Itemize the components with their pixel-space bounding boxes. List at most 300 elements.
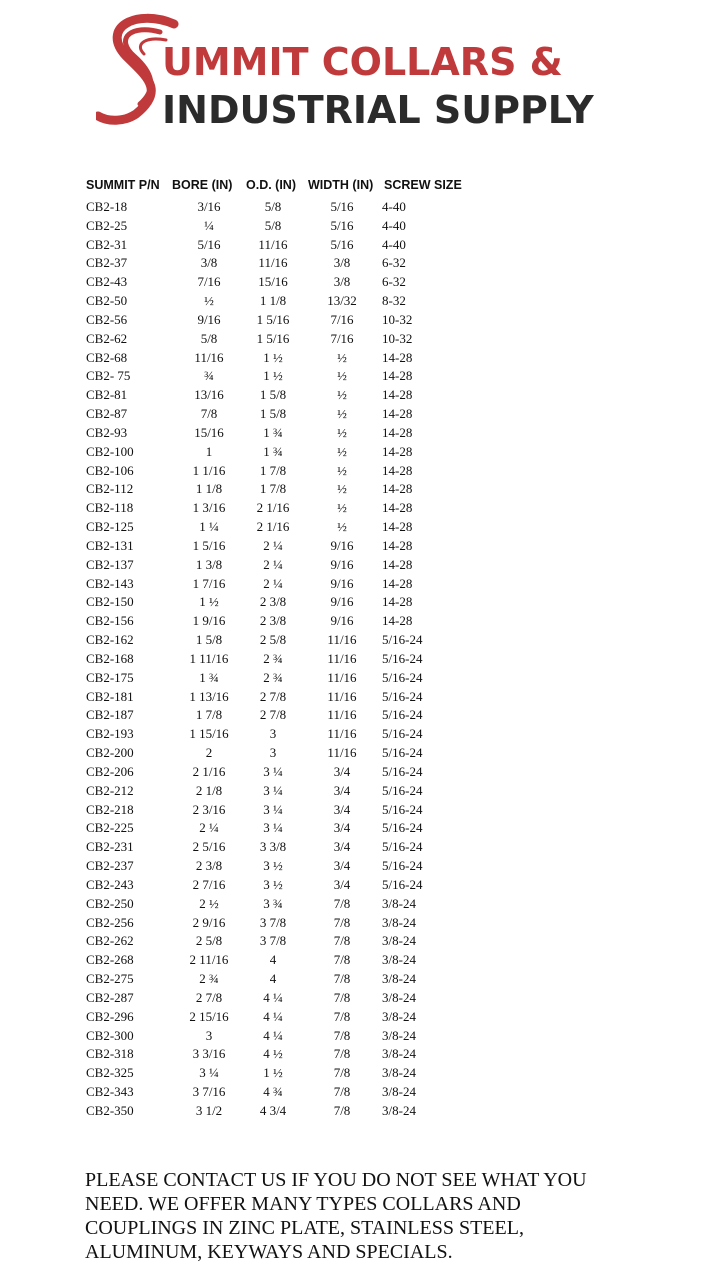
cell-width: ½ [337,368,347,384]
cell-screw-size: 4-40 [382,199,406,214]
cell-width: 7/8 [333,933,351,949]
cell-bore: 3 7/16 [192,1084,226,1099]
cell-screw-size: 3/8-24 [382,952,416,968]
cell-bore: 1 3/8 [195,556,223,572]
cell-width: 11/16 [327,745,357,761]
table-row [86,744,606,763]
cell-part-number: CB2-81 [86,387,128,403]
cell-width: 7/8 [333,971,351,987]
cell-bore: 1 11/16 [189,650,229,666]
table-row [86,518,606,537]
cell-od: 1 ½ [263,1065,283,1081]
cell-od: 3 ¼ [263,820,283,836]
cell-width: 7/8 [333,895,351,911]
table-row [86,537,606,556]
cell-bore: 1 1/16 [192,462,226,478]
table-row [86,1027,606,1046]
table-row [86,725,606,744]
cell-od: 1 7/8 [259,481,287,497]
cell-od: 2 1/16 [256,519,290,535]
cell-bore: 1 ¼ [199,519,219,535]
table-row [86,631,606,650]
cell-part-number: CB2-296 [86,1008,134,1024]
cell-screw-size: 3/8-24 [382,1008,416,1024]
cell-width: ½ [337,519,347,535]
cell-od: 4 ½ [263,1046,283,1062]
cell-part-number: CB2-68 [86,349,128,365]
cell-part-number: CB2-62 [86,330,128,346]
brand-line-2: INDUSTRIAL SUPPLY [162,88,594,132]
cell-width: ½ [337,443,347,459]
cell-width: 3/4 [333,763,351,779]
cell-bore: 2 ¾ [199,971,219,987]
cell-width: 7/8 [333,1102,351,1118]
cell-screw-size: 5/16-24 [382,801,423,817]
table-row [86,1102,606,1121]
cell-bore: 1 ¾ [199,669,219,685]
cell-screw-size: 5/16-24 [382,726,423,742]
cell-bore: 3/8 [200,255,218,271]
cell-part-number: CB2-237 [86,858,134,874]
cell-width: 3/8 [333,274,351,290]
note-line: PLEASE CONTACT US IF YOU DO NOT SEE WHAT YOU [85,1169,587,1191]
cell-part-number: CB2-131 [86,537,134,553]
cell-part-number: CB2-93 [86,424,128,440]
cell-width: 13/32 [327,293,357,309]
cell-screw-size: 3/8-24 [382,989,416,1005]
cell-bore: 2 9/16 [192,914,226,930]
cell-bore: 2 5/16 [192,839,226,855]
header-bore: BORE (IN) [172,178,233,192]
cell-part-number: CB2-212 [86,782,134,798]
cell-part-number: CB2-137 [86,556,134,572]
cell-bore: 5/8 [200,330,218,346]
cell-screw-size: 6-32 [382,274,406,290]
header-od: O.D. (IN) [246,178,296,192]
table-row [86,254,606,273]
cell-screw-size: 14-28 [382,368,413,384]
table-row [86,951,606,970]
cell-bore: 1 7/8 [195,707,223,723]
cell-part-number: CB2-206 [86,763,134,779]
cell-od: 1 ¾ [263,424,283,440]
cell-width: 3/4 [333,801,351,817]
cell-bore: 2 3/16 [192,801,226,817]
cell-bore: 3 [205,1027,213,1043]
cell-part-number: CB2-156 [86,613,134,629]
cell-od: 5/8 [264,199,282,214]
cell-bore: 13/16 [194,387,224,403]
cell-width: 11/16 [327,669,357,685]
table-row [86,593,606,612]
table-row [86,612,606,631]
cell-part-number: CB2-218 [86,801,134,817]
cell-od: 3 7/8 [259,933,287,949]
cell-od: 5/8 [264,217,282,233]
cell-part-number: CB2-343 [86,1084,134,1099]
cell-screw-size: 5/16-24 [382,669,423,685]
cell-od: 3 ¾ [263,895,283,911]
cell-part-number: CB2-175 [86,669,134,685]
cell-bore: 2 1/16 [192,763,226,779]
cell-part-number: CB2-250 [86,895,134,911]
cell-od: 3 [269,726,277,742]
cell-width: ½ [337,424,347,440]
cell-od: 1 ¾ [263,443,283,459]
cell-od: 15/16 [258,274,288,290]
cell-bore: 2 11/16 [189,952,229,968]
cell-part-number: CB2-150 [86,594,134,610]
cell-bore: 2 7/16 [192,876,226,892]
cell-width: ½ [337,462,347,478]
cell-screw-size: 14-28 [382,537,413,553]
cell-od: 2 7/8 [259,707,287,723]
cell-od: 2 1/16 [256,500,290,516]
cell-bore: 2 1/8 [195,782,223,798]
cell-width: 7/8 [333,1046,351,1062]
cell-part-number: CB2-275 [86,971,134,987]
table-row [86,367,606,386]
cell-screw-size: 10-32 [382,330,413,346]
cell-od: 2 ¼ [263,556,283,572]
cell-part-number: CB2-262 [86,933,134,949]
cell-part-number: CB2-231 [86,839,134,855]
cell-part-number: CB2-350 [86,1102,134,1118]
table-row [86,443,606,462]
cell-screw-size: 10-32 [382,311,413,327]
cell-width: 7/8 [333,1084,351,1099]
cell-screw-size: 3/8-24 [382,1084,416,1099]
table-row [86,575,606,594]
table-row [86,480,606,499]
cell-od: 3 [269,745,277,761]
cell-od: 2 ¾ [263,669,283,685]
cell-screw-size: 14-28 [382,349,413,365]
cell-bore: 3/16 [197,199,221,214]
cell-od: 4 ¼ [263,1008,283,1024]
cell-screw-size: 5/16-24 [382,876,423,892]
cell-screw-size: 14-28 [382,556,413,572]
cell-bore: 1 9/16 [192,613,226,629]
cell-bore: 1 5/16 [192,537,226,553]
cell-od: 4 ¼ [263,1027,283,1043]
cell-width: 7/8 [333,1008,351,1024]
cell-width: 11/16 [327,688,357,704]
note-line: ALUMINUM, KEYWAYS AND SPECIALS. [85,1241,453,1263]
cell-bore: 2 3/8 [195,858,223,874]
table-row [86,895,606,914]
cell-screw-size: 4-40 [382,236,406,252]
table-row [86,838,606,857]
cell-width: ½ [337,387,347,403]
cell-bore: 7/16 [197,274,221,290]
cell-part-number: CB2-50 [86,293,128,309]
cell-bore: 1 13/16 [189,688,229,704]
cell-screw-size: 3/8-24 [382,1065,416,1081]
table-row [86,1045,606,1064]
note-line: COUPLINGS IN ZINC PLATE, STAINLESS STEEL, [85,1217,524,1239]
cell-width: 7/8 [333,989,351,1005]
cell-screw-size: 3/8-24 [382,914,416,930]
cell-screw-size: 5/16-24 [382,745,423,761]
cell-bore: 1 1/8 [195,481,223,497]
cell-screw-size: 14-28 [382,519,413,535]
cell-od: 3 ½ [263,876,283,892]
cell-part-number: CB2-37 [86,255,128,271]
cell-screw-size: 5/16-24 [382,782,423,798]
cell-od: 3 3/8 [259,839,287,855]
cell-screw-size: 5/16-24 [382,650,423,666]
cell-width: 7/16 [330,330,354,346]
cell-od: 3 ¼ [263,763,283,779]
cell-width: 11/16 [327,707,357,723]
table-row [86,688,606,707]
table-row [86,405,606,424]
cell-od: 1 5/8 [259,387,287,403]
table-row [86,273,606,292]
cell-width: 7/8 [333,952,351,968]
cell-screw-size: 5/16-24 [382,688,423,704]
cell-part-number: CB2- 75 [86,368,131,384]
table-row [86,706,606,725]
cell-od: 2 5/8 [259,632,287,648]
table-row [86,857,606,876]
cell-od: 3 ¼ [263,801,283,817]
cell-width: ½ [337,481,347,497]
cell-width: 9/16 [330,537,354,553]
cell-bore: 3 3/16 [192,1046,226,1062]
cell-screw-size: 3/8-24 [382,895,416,911]
cell-width: 3/8 [333,255,351,271]
cell-screw-size: 14-28 [382,387,413,403]
cell-width: 5/16 [330,217,354,233]
cell-part-number: CB2-225 [86,820,134,836]
cell-bore: 1 5/8 [195,632,223,648]
cell-od: 1 5/8 [259,406,287,422]
table-row [86,970,606,989]
cell-od: 4 [269,971,277,987]
cell-bore: 1 [205,443,213,459]
cell-bore: 3 1/2 [195,1102,223,1118]
cell-screw-size: 4-40 [382,217,406,233]
cell-screw-size: 3/8-24 [382,933,416,949]
cell-bore: 1 15/16 [189,726,229,742]
table-row [86,217,606,236]
cell-width: ½ [337,500,347,516]
cell-width: 9/16 [330,575,354,591]
table-row [86,1008,606,1027]
cell-od: 4 ¼ [263,989,283,1005]
header-part-number: SUMMIT P/N [86,178,160,192]
cell-od: 3 7/8 [259,914,287,930]
cell-width: 3/4 [333,820,351,836]
cell-bore: 11/16 [194,349,224,365]
cell-od: 2 3/8 [259,594,287,610]
cell-width: 3/4 [333,858,351,874]
table-row [86,1083,606,1102]
cell-screw-size: 14-28 [382,613,413,629]
cell-screw-size: 5/16-24 [382,820,423,836]
cell-bore: 2 15/16 [189,1008,229,1024]
cell-od: 1 ½ [263,349,283,365]
cell-part-number: CB2-18 [86,199,128,214]
note-line: NEED. WE OFFER MANY TYPES COLLARS AND [85,1193,521,1215]
cell-screw-size: 3/8-24 [382,1027,416,1043]
cell-screw-size: 6-32 [382,255,406,271]
cell-od: 1 5/16 [256,311,290,327]
cell-od: 2 ¼ [263,537,283,553]
table-row [86,330,606,349]
header-screw-size: SCREW SIZE [384,178,462,192]
cell-part-number: CB2-200 [86,745,134,761]
cell-bore: 1 ½ [199,594,219,610]
table-row [86,292,606,311]
cell-width: 9/16 [330,594,354,610]
cell-screw-size: 5/16-24 [382,707,423,723]
cell-od: 2 3/8 [259,613,287,629]
brand-line-1: UMMIT COLLARS & [162,40,563,84]
cell-width: ½ [337,349,347,365]
cell-od: 1 7/8 [259,462,287,478]
cell-width: 3/4 [333,782,351,798]
cell-screw-size: 14-28 [382,406,413,422]
cell-od: 11/16 [258,255,288,271]
table-row [86,914,606,933]
table-row [86,763,606,782]
cell-bore: 1 7/16 [192,575,226,591]
cell-width: 7/8 [333,1027,351,1043]
cell-bore: 7/8 [200,406,218,422]
cell-screw-size: 5/16-24 [382,763,423,779]
cell-screw-size: 5/16-24 [382,858,423,874]
table-row [86,932,606,951]
cell-part-number: CB2-318 [86,1046,134,1062]
table-row [86,386,606,405]
cell-screw-size: 3/8-24 [382,971,416,987]
cell-screw-size: 3/8-24 [382,1046,416,1062]
cell-screw-size: 14-28 [382,462,413,478]
cell-part-number: CB2-181 [86,688,134,704]
cell-part-number: CB2-125 [86,519,134,535]
table-row [86,801,606,820]
cell-part-number: CB2-268 [86,952,134,968]
cell-bore: ½ [204,293,214,309]
cell-screw-size: 5/16-24 [382,839,423,855]
cell-part-number: CB2-162 [86,632,134,648]
cell-screw-size: 5/16-24 [382,632,423,648]
cell-bore: ¾ [204,368,214,384]
cell-screw-size: 3/8-24 [382,1102,416,1118]
cell-part-number: CB2-287 [86,989,134,1005]
table-row [86,876,606,895]
table-row [86,236,606,255]
cell-part-number: CB2-112 [86,481,134,497]
cell-part-number: CB2-243 [86,876,134,892]
table-row [86,349,606,368]
cell-screw-size: 14-28 [382,481,413,497]
cell-width: ½ [337,406,347,422]
cell-width: 11/16 [327,632,357,648]
cell-width: 5/16 [330,236,354,252]
cell-bore: 5/16 [197,236,221,252]
cell-width: 9/16 [330,613,354,629]
cell-part-number: CB2-168 [86,650,134,666]
table-row [86,782,606,801]
contact-note [85,1168,685,1264]
cell-od: 4 [269,952,277,968]
cell-part-number: CB2-106 [86,462,134,478]
cell-od: 11/16 [258,236,288,252]
cell-od: 1 1/8 [259,293,287,309]
cell-part-number: CB2-187 [86,707,134,723]
cell-bore: 1 3/16 [192,500,226,516]
table-row [86,819,606,838]
table-row [86,556,606,575]
table-row [86,499,606,518]
cell-bore: 2 ¼ [199,820,219,836]
header-width: WIDTH (IN) [308,178,374,192]
cell-od: 1 5/16 [256,330,290,346]
cell-part-number: CB2-325 [86,1065,134,1081]
table-row [86,311,606,330]
table-row [86,1064,606,1083]
cell-bore: 2 7/8 [195,989,223,1005]
cell-bore: 2 5/8 [195,933,223,949]
cell-bore: 15/16 [194,424,224,440]
cell-width: 3/4 [333,876,351,892]
cell-od: 4 ¾ [263,1084,283,1099]
cell-screw-size: 14-28 [382,594,413,610]
cell-part-number: CB2-87 [86,406,128,422]
cell-part-number: CB2-256 [86,914,134,930]
cell-part-number: CB2-25 [86,217,128,233]
cell-width: 11/16 [327,650,357,666]
company-logo [96,10,636,130]
cell-bore: 2 ½ [199,895,219,911]
cell-screw-size: 8-32 [382,293,406,309]
cell-part-number: CB2-143 [86,575,134,591]
cell-part-number: CB2-100 [86,443,134,459]
table-row [86,650,606,669]
cell-bore: 9/16 [197,311,221,327]
cell-bore: ¼ [204,217,214,233]
cell-screw-size: 14-28 [382,443,413,459]
cell-width: 7/16 [330,311,354,327]
cell-od: 3 ¼ [263,782,283,798]
cell-width: 7/8 [333,1065,351,1081]
table-row [86,669,606,688]
table-row [86,462,606,481]
cell-part-number: CB2-56 [86,311,128,327]
cell-od: 3 ½ [263,858,283,874]
cell-width: 5/16 [330,199,354,214]
cell-part-number: CB2-43 [86,274,128,290]
cell-bore: 2 [205,745,213,761]
cell-od: 4 3/4 [259,1102,287,1118]
table-row [86,198,606,217]
cell-od: 2 ¼ [263,575,283,591]
cell-width: 9/16 [330,556,354,572]
cell-part-number: CB2-300 [86,1027,134,1043]
cell-width: 11/16 [327,726,357,742]
table-row [86,424,606,443]
cell-width: 7/8 [333,914,351,930]
cell-width: 3/4 [333,839,351,855]
cell-od: 2 7/8 [259,688,287,704]
cell-part-number: CB2-31 [86,236,128,252]
cell-part-number: CB2-118 [86,500,134,516]
cell-screw-size: 14-28 [382,424,413,440]
